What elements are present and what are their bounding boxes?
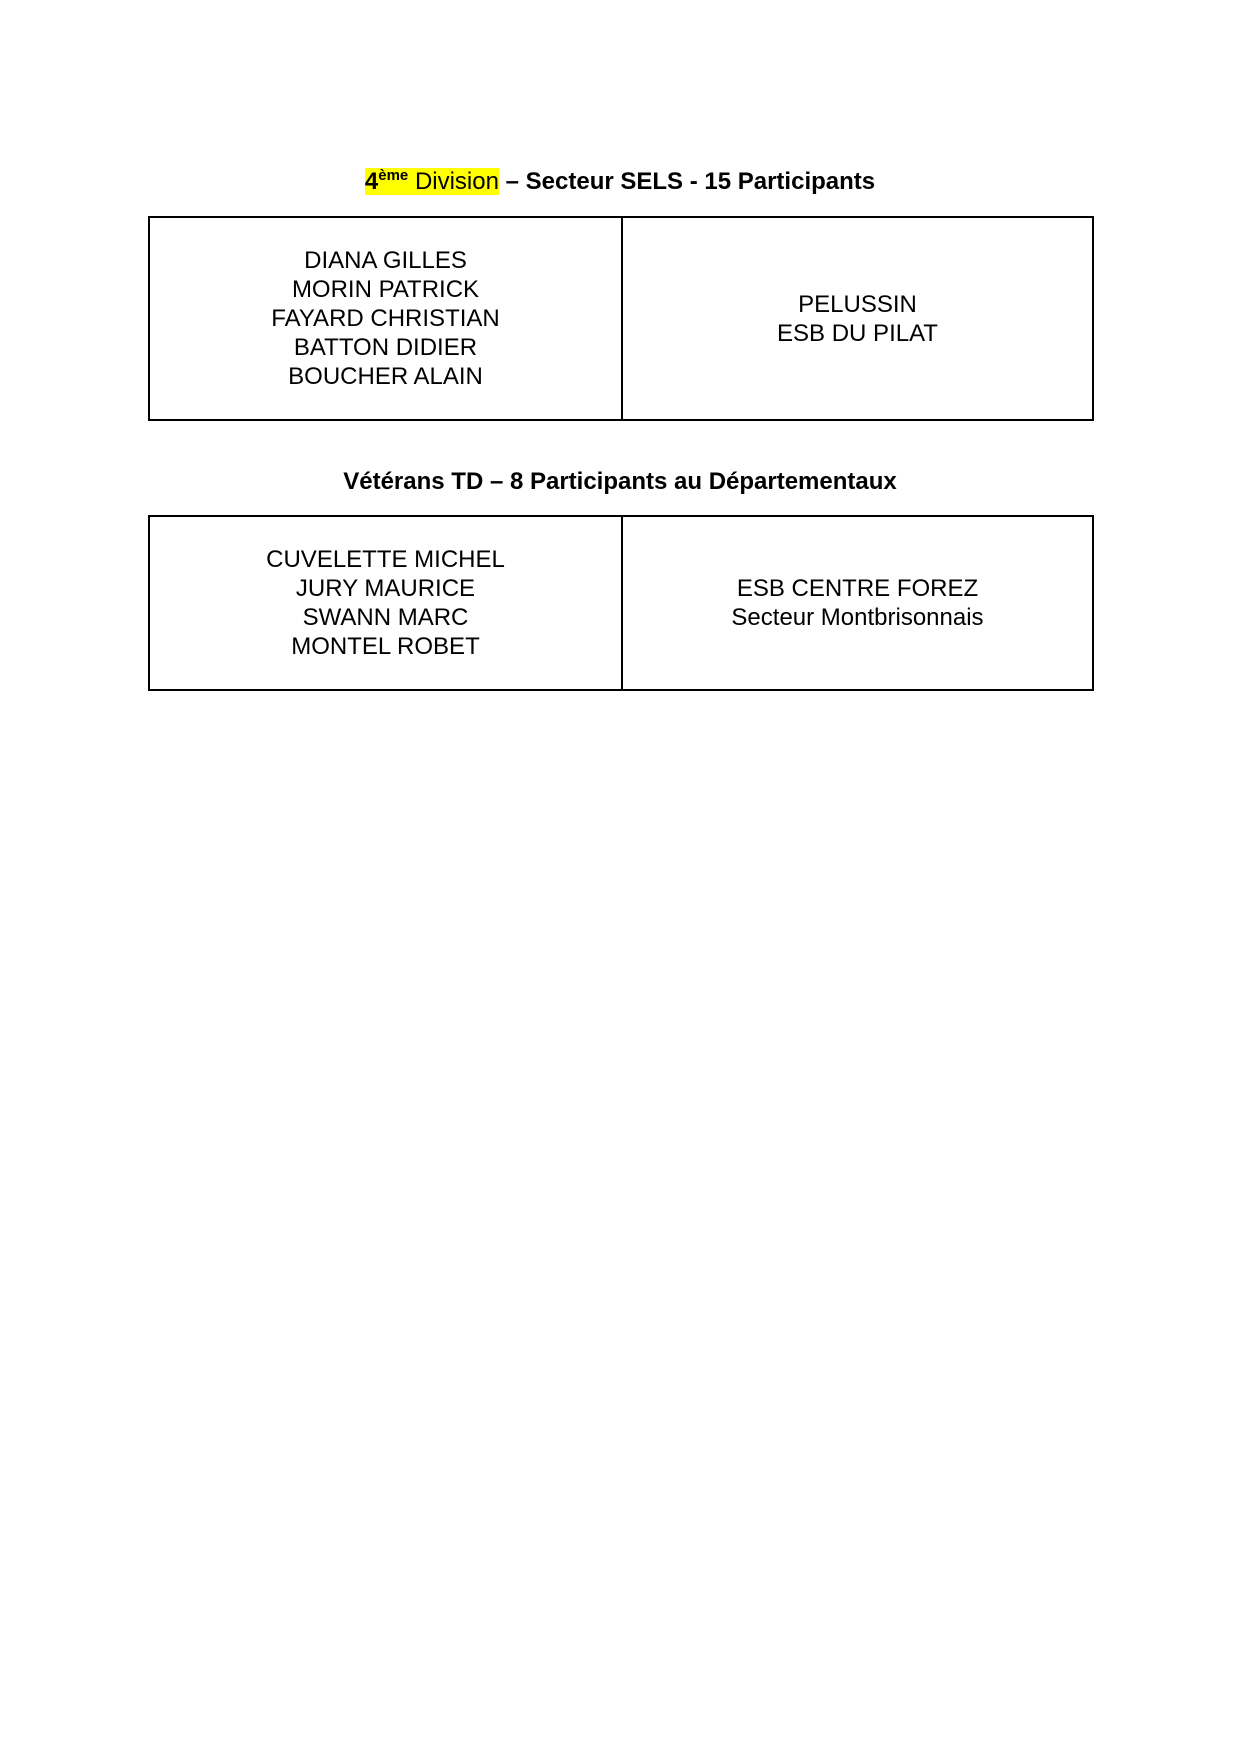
- club-cell: [621, 218, 1092, 419]
- club-name: ESB DU PILAT: [777, 319, 938, 347]
- participant-name: SWANN MARC: [302, 604, 469, 631]
- club-cell: [621, 517, 1092, 689]
- participant-name: BATTON DIDIER: [293, 334, 478, 361]
- participants-list: [271, 246, 499, 391]
- club-sector: Secteur Montbrisonnais: [731, 604, 984, 631]
- participant-name: MONTEL ROBET: [291, 633, 480, 660]
- participants-cell: [150, 218, 621, 419]
- participant-name: FAYARD CHRISTIAN: [271, 305, 500, 332]
- participant-name: BOUCHER ALAIN: [288, 363, 483, 390]
- division-title-rest: – Secteur SELS - 15 Participants: [498, 168, 876, 195]
- club-city: PELUSSIN: [798, 290, 917, 318]
- club-info: [777, 290, 938, 348]
- section-title-4eme-division: [0, 167, 1240, 197]
- results-table-4eme-division: [148, 216, 1094, 421]
- participants-cell: [150, 517, 621, 689]
- division-ordinal: 4: [364, 168, 379, 195]
- participant-name: DIANA GILLES: [304, 247, 467, 274]
- section-title-veterans-td: Vétérans TD – 8 Participants au Départementaux: [343, 468, 897, 495]
- participant-name: CUVELETTE MICHEL: [266, 546, 505, 573]
- club-info: [731, 574, 983, 632]
- participant-name: JURY MAURICE: [295, 575, 476, 602]
- participants-list: [266, 545, 505, 661]
- results-table-veterans-td: [148, 515, 1094, 691]
- club-name: ESB CENTRE FOREZ: [736, 575, 979, 602]
- division-word: Division: [414, 168, 499, 195]
- division-highlight: [365, 168, 499, 195]
- participant-name: MORIN PATRICK: [291, 276, 480, 303]
- division-ordinal-suffix: ème: [378, 167, 409, 184]
